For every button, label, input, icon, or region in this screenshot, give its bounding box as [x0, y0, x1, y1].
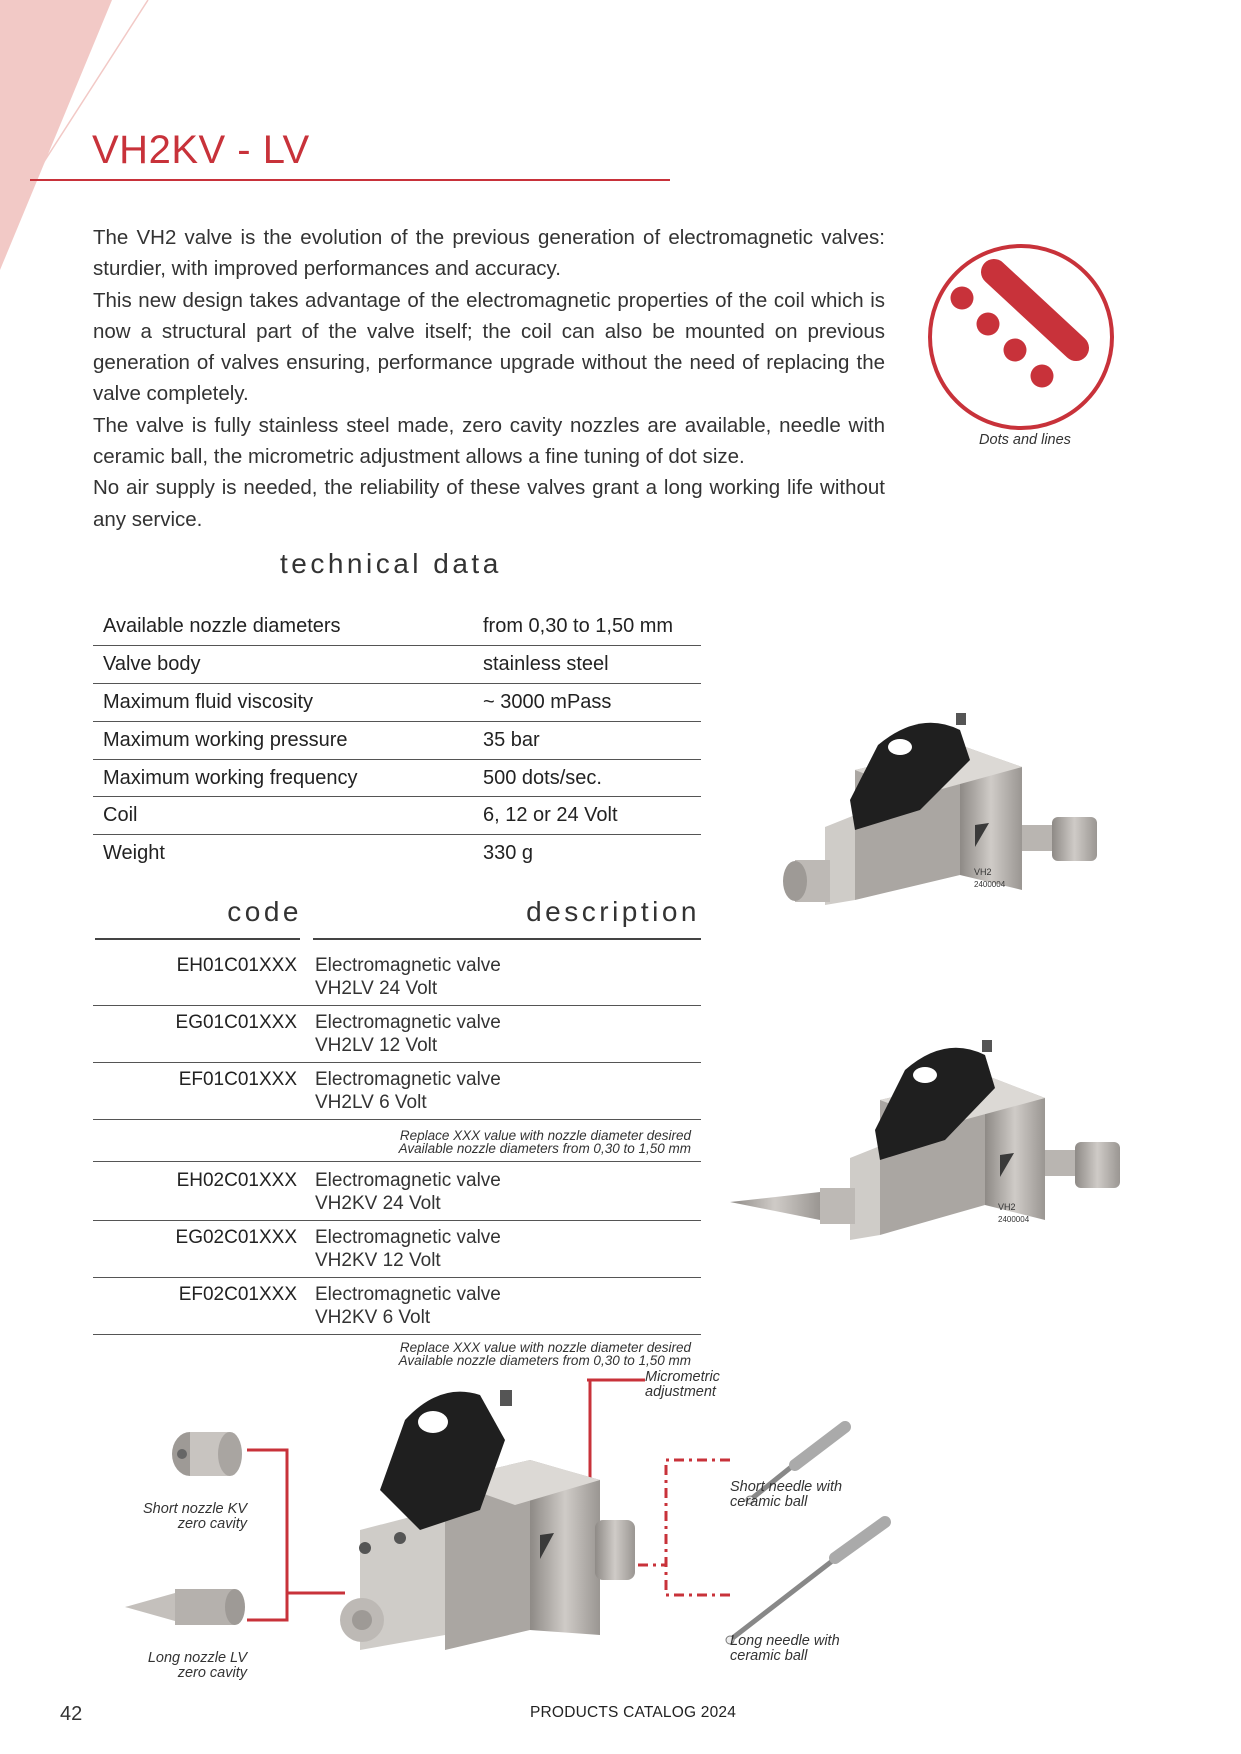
table-row [93, 683, 701, 721]
product-description: Electromagnetic valve VH2LV 6 Volt [315, 1069, 501, 1113]
table-row [93, 608, 701, 645]
row-divider [93, 1220, 701, 1221]
product-description: Electromagnetic valve VH2KV 6 Volt [315, 1284, 501, 1328]
row-divider [93, 1161, 701, 1162]
title-underline [30, 179, 670, 181]
description-heading: description [526, 896, 700, 927]
code-heading-rule [95, 938, 300, 940]
code-heading: code [227, 896, 302, 927]
table-row [93, 835, 701, 872]
spec-label: Weight [103, 842, 165, 865]
spec-value: stainless steel [483, 645, 701, 683]
svg-text:VH2: VH2 [974, 867, 992, 877]
dots-and-lines-icon [926, 242, 1116, 437]
micrometric-caption: Micrometric adjustment [645, 1369, 720, 1400]
svg-text:2400004: 2400004 [998, 1215, 1030, 1224]
intro-paragraph: The valve is fully stainless steel made, zero cavity nozzles are available, needle with ceramic ball, the micrometric adjustment allows a fine tuning of dot size. [93, 413, 885, 469]
valve-exploded-photo [330, 1380, 670, 1670]
page-title: VH2KV - LV [92, 128, 310, 172]
row-divider [93, 1005, 701, 1006]
table-row [93, 759, 701, 797]
technical-data-table [93, 608, 701, 872]
replace-note: Replace XXX value with nozzle diameter desired Available nozzle diameters from 0,30 to 1,50 mm [398, 1340, 691, 1368]
spec-value: from 0,30 to 1,50 mm [483, 608, 701, 645]
catalog-footer: PRODUCTS CATALOG 2024 [530, 1704, 737, 1721]
table-row [93, 645, 701, 683]
table-row [93, 797, 701, 835]
short-nozzle-photo [160, 1420, 250, 1495]
product-code: EH02C01XXX [176, 1170, 297, 1191]
valve-kv-photo [710, 1030, 1150, 1270]
long-nozzle-caption: Long nozzle LV zero cavity [147, 1650, 247, 1681]
spec-value: 500 dots/sec. [483, 759, 701, 797]
short-nozzle-caption: Short nozzle KV zero cavity [143, 1501, 247, 1532]
product-description: Electromagnetic valve VH2LV 12 Volt [315, 1012, 501, 1056]
long-needle-caption: Long needle with ceramic ball [730, 1633, 840, 1664]
row-divider [93, 1119, 701, 1120]
product-code: EF01C01XXX [178, 1069, 297, 1090]
product-code: EH01C01XXX [176, 955, 297, 976]
spec-label: Maximum working frequency [93, 759, 483, 797]
row-divider [93, 1277, 701, 1278]
spec-label: Maximum fluid viscosity [93, 683, 483, 721]
product-code: EG02C01XXX [175, 1227, 297, 1248]
replace-note: Replace XXX value with nozzle diameter desired Available nozzle diameters from 0,30 to 1,50 mm [398, 1128, 691, 1156]
intro-paragraph: No air supply is needed, the reliability of these valves grant a long working life without any service. [93, 476, 885, 531]
intro-paragraph: The VH2 valve is the evolution of the previous generation of electromagnetic valves: sturdier, with improved performances and accuracy. [93, 226, 885, 281]
intro-paragraph: This new design takes advantage of the electromagnetic properties of the coil which is now a structural part of the valve itself; the coil can also be mounted on previous generation of valves ensuring, performance upgrade without the need of replacing the valve completely. [93, 288, 885, 406]
intro-text [93, 222, 885, 535]
long-needle-photo [720, 1500, 900, 1650]
product-description: Electromagnetic valve VH2KV 12 Volt [315, 1227, 501, 1271]
spec-value: 6, 12 or 24 Volt [483, 797, 701, 835]
product-description: Electromagnetic valve VH2LV 24 Volt [315, 955, 501, 999]
long-nozzle-photo [115, 1575, 255, 1640]
row-divider [93, 1062, 701, 1063]
spec-value: 35 bar [483, 721, 701, 759]
valve-lv-photo [760, 705, 1120, 945]
product-code: EF02C01XXX [178, 1284, 297, 1305]
spec-value: ~ 3000 mPass [483, 683, 701, 721]
spec-label: Maximum working pressure [93, 721, 483, 759]
spec-label: Available nozzle diameters [93, 608, 483, 645]
product-description: Electromagnetic valve VH2KV 24 Volt [315, 1170, 501, 1214]
table-row [93, 721, 701, 759]
technical-data-heading: technical data [280, 548, 502, 579]
short-needle-caption: Short needle with ceramic ball [730, 1479, 843, 1510]
spec-label: Valve body [93, 645, 483, 683]
spec-label: Coil [93, 797, 483, 835]
svg-text:VH2: VH2 [998, 1202, 1016, 1212]
row-divider [93, 1334, 701, 1335]
svg-text:2400004: 2400004 [974, 880, 1006, 889]
description-heading-rule [313, 938, 701, 940]
spec-value: 330 g [483, 842, 534, 865]
badge-caption: Dots and lines [979, 432, 1071, 448]
product-code: EG01C01XXX [175, 1012, 297, 1033]
page-number: 42 [60, 1703, 83, 1725]
